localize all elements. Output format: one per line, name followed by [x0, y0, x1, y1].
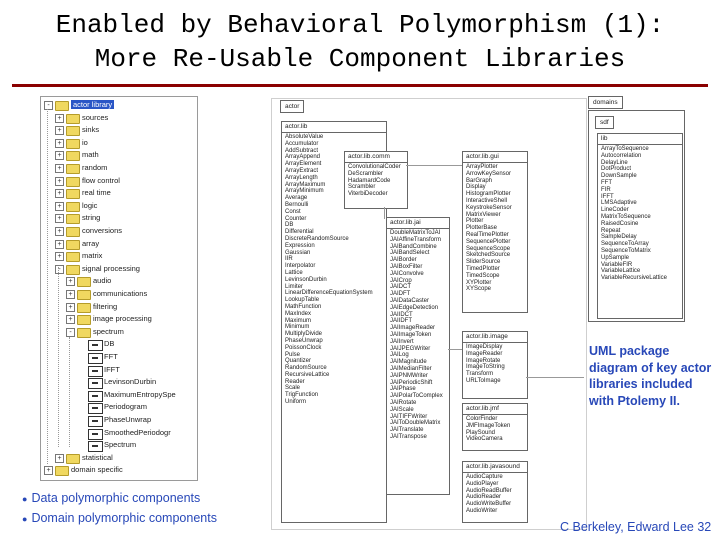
package-header: actor.lib.gui	[463, 152, 527, 163]
class-list	[345, 163, 407, 199]
class-name: RaisedCosine	[601, 220, 639, 227]
tree-item[interactable]	[82, 226, 122, 236]
tree-item-label: Spectrum	[104, 440, 137, 450]
class-name: SequenceToArray	[601, 241, 649, 248]
class-name: ViterbiDecoder	[348, 191, 388, 198]
class-name: PlaySound	[466, 429, 496, 436]
class-name: JAIBorder	[390, 257, 417, 264]
actor-icon	[88, 391, 103, 402]
tree-item-label: audio	[93, 276, 112, 286]
class-name: MultiplyDivide	[285, 331, 323, 338]
title-divider	[12, 84, 708, 87]
expand-toggle-icon[interactable]: +	[66, 315, 75, 324]
actor-library-tree[interactable]	[40, 96, 198, 481]
tree-guide-line	[58, 267, 59, 447]
class-name: IIR	[285, 256, 293, 263]
class-name: Gaussian	[285, 249, 311, 256]
class-name: LineCoder	[601, 207, 629, 214]
class-name: VideoCamera	[466, 436, 503, 443]
legend-item-data-polymorphic	[22, 491, 200, 505]
class-name: ImageToString	[466, 364, 505, 371]
package-tab-sdf: sdf	[595, 116, 614, 129]
tree-item[interactable]	[82, 113, 108, 123]
class-name: MatrixViewer	[466, 211, 501, 218]
folder-icon	[77, 290, 91, 300]
tree-item-label: SmoothedPeriodogr	[104, 427, 171, 437]
package-actor-lib-image	[462, 331, 528, 399]
class-name: Scale	[285, 385, 301, 392]
class-name: JAITIFFWriter	[390, 413, 428, 420]
expand-toggle-icon[interactable]: +	[55, 227, 64, 236]
class-name: ImageRotate	[466, 357, 501, 364]
tree-item-label: array	[82, 238, 100, 248]
class-name: ArrayExtract	[285, 167, 319, 174]
package-actor-lib-gui	[462, 151, 528, 313]
folder-icon	[66, 177, 80, 187]
actor-icon	[88, 416, 103, 427]
class-name: JAIScale	[390, 406, 414, 413]
expand-toggle-icon[interactable]: +	[55, 454, 64, 463]
expand-toggle-icon[interactable]: +	[55, 252, 64, 261]
class-name: JAIImageReader	[390, 325, 436, 332]
class-name: RecursiveLattice	[285, 371, 330, 378]
class-name: DotProduct	[601, 166, 632, 173]
class-name: JAILog	[390, 352, 409, 359]
slide-title	[0, 8, 720, 76]
class-name: SequenceToMatrix	[601, 247, 651, 254]
tree-item[interactable]	[82, 239, 99, 249]
tree-item[interactable]	[82, 176, 120, 186]
folder-icon	[77, 303, 91, 313]
class-name: JAITranslate	[390, 427, 424, 434]
tree-item[interactable]	[104, 365, 120, 375]
class-name: Differential	[285, 229, 314, 236]
tree-item[interactable]	[93, 314, 152, 324]
folder-icon	[66, 126, 80, 136]
tree-item[interactable]	[93, 276, 111, 286]
class-name: JAIConvolve	[390, 270, 424, 277]
expand-toggle-icon[interactable]: +	[66, 303, 75, 312]
bullet-icon: ●	[22, 493, 28, 504]
class-name: HadamardCode	[348, 177, 391, 184]
class-name: JAIRotate	[390, 399, 417, 406]
class-name: XYScope	[466, 286, 492, 293]
class-name: XYPlotter	[466, 279, 492, 286]
class-name: Transform	[466, 371, 494, 378]
class-name: RandomSource	[285, 365, 327, 372]
slide-title-line2: More Re-Usable Component Libraries	[94, 44, 626, 74]
tree-item[interactable]	[93, 327, 124, 337]
tree-item[interactable]	[104, 440, 136, 450]
expand-toggle-icon[interactable]: -	[66, 328, 75, 337]
tree-item[interactable]	[82, 125, 99, 135]
dependency-line	[448, 349, 462, 350]
folder-icon	[77, 315, 91, 325]
class-name: JAIIDCT	[390, 311, 413, 318]
tree-item-label: string	[82, 213, 101, 223]
class-name: Counter	[285, 215, 307, 222]
expand-toggle-icon[interactable]: +	[55, 114, 64, 123]
diagram-caption: UML package diagram of key actor libraries included with Ptolemy II.	[589, 344, 712, 408]
class-name: MathFunction	[285, 303, 322, 310]
expand-toggle-icon[interactable]: +	[55, 214, 64, 223]
actor-icon	[88, 378, 103, 389]
class-name: Limiter	[285, 283, 304, 290]
tree-item[interactable]	[82, 213, 100, 223]
folder-icon	[66, 189, 80, 199]
tree-item-label: logic	[82, 200, 98, 210]
class-name: SequencePlotter	[466, 238, 511, 245]
tree-item-label: filtering	[93, 301, 118, 311]
expand-toggle-icon[interactable]: +	[55, 177, 64, 186]
class-name: AudioPlayer	[466, 480, 499, 487]
expand-toggle-icon[interactable]: +	[44, 466, 53, 475]
tree-item[interactable]	[93, 302, 117, 312]
class-name: Average	[285, 195, 308, 202]
tree-item[interactable]	[82, 138, 88, 148]
class-name: JAIAffineTransform	[390, 236, 442, 243]
tree-item-label: communications	[93, 289, 148, 298]
class-name: PlotterBase	[466, 225, 498, 232]
class-name: LookupTable	[285, 297, 320, 304]
class-name: ArrayToSequence	[601, 146, 649, 152]
legend-item-domain-polymorphic	[22, 511, 217, 525]
class-list	[387, 229, 449, 442]
class-name: KeystrokeSensor	[466, 204, 512, 211]
class-name: Minimum	[285, 324, 310, 331]
tree-item-label: real time	[82, 188, 111, 198]
class-list	[598, 145, 682, 283]
class-list	[463, 343, 527, 386]
tree-item-label: matrix	[82, 251, 103, 261]
legend-label: Data polymorphic components	[31, 491, 201, 505]
tree-item[interactable]	[82, 188, 111, 198]
class-name: LMSAdaptive	[601, 200, 637, 207]
package-actor-lib-jai	[386, 217, 450, 495]
tree-item[interactable]	[104, 352, 118, 362]
class-name: ArrayMaximum	[285, 181, 326, 188]
expand-toggle-icon[interactable]: +	[66, 290, 75, 299]
folder-icon	[66, 139, 80, 149]
class-name: MatrixToSequence	[601, 213, 651, 220]
tree-item[interactable]	[104, 390, 176, 400]
class-name: TrigFunction	[285, 392, 319, 399]
class-name: ArrayElement	[285, 161, 322, 168]
class-name: JAIMedianFilter	[390, 365, 432, 372]
class-name: AddSubtract	[285, 147, 319, 154]
tree-item-label: DB	[104, 339, 115, 349]
class-name: AudioReader	[466, 494, 502, 501]
folder-icon	[55, 101, 69, 111]
class-name: JAIPhase	[390, 386, 416, 393]
folder-icon	[77, 328, 91, 338]
folder-icon	[66, 202, 80, 212]
package-domains	[588, 110, 685, 322]
class-name: JAIBoxFilter	[390, 263, 423, 270]
legend-label: Domain polymorphic components	[31, 511, 217, 525]
slide-title-line1: Enabled by Behavioral Polymorphism (1):	[55, 10, 665, 40]
tree-item-label: random	[82, 163, 108, 172]
class-name: Reader	[285, 378, 305, 385]
uml-package-diagram	[271, 98, 587, 530]
expand-toggle-icon[interactable]: +	[55, 164, 64, 173]
class-name: JAIJPEGWriter	[390, 345, 431, 352]
tree-item[interactable]	[82, 150, 99, 160]
class-name: JAICrop	[390, 277, 412, 284]
class-name: Lattice	[285, 269, 303, 276]
class-name: AudioWriter	[466, 507, 498, 514]
package-header: lib	[598, 134, 682, 145]
expand-toggle-icon[interactable]: +	[55, 202, 64, 211]
actor-icon	[88, 353, 103, 364]
class-name: PoissonClock	[285, 344, 322, 351]
class-name: JAIInvert	[390, 338, 414, 345]
class-name: HistogramPlotter	[466, 191, 511, 198]
class-name: IFFT	[601, 193, 614, 200]
class-name: Interpolator	[285, 263, 316, 270]
expand-toggle-icon[interactable]: -	[44, 101, 53, 110]
class-name: Quantizer	[285, 358, 312, 365]
class-name: Const	[285, 208, 301, 215]
class-name: Maximum	[285, 317, 312, 324]
class-name: PhaseUnwrap	[285, 337, 323, 344]
folder-icon	[77, 277, 91, 287]
class-name: BarGraph	[466, 177, 493, 184]
class-name: ArrowKeySensor	[466, 170, 512, 177]
class-name: AudioReadBuffer	[466, 487, 512, 494]
class-list	[463, 163, 527, 294]
package-header: actor.lib.comm	[345, 152, 407, 163]
class-name: SequenceScope	[466, 245, 511, 252]
package-header: actor.lib.javasound	[463, 462, 527, 473]
class-name: Scrambler	[348, 184, 376, 191]
tree-item-label: sources	[82, 112, 109, 122]
package-actor-lib-javasound	[462, 461, 528, 523]
class-name: SampleDelay	[601, 234, 637, 241]
tree-guide-line	[47, 109, 48, 464]
class-name: JAIBandCombine	[390, 243, 437, 250]
expand-toggle-icon[interactable]: -	[55, 265, 64, 274]
dependency-line	[384, 207, 385, 219]
tree-item-label: FFT	[104, 352, 118, 361]
actor-icon	[88, 441, 103, 452]
package-tab-domains: domains	[588, 96, 623, 109]
folder-icon	[66, 454, 80, 464]
package-header: actor.lib	[282, 122, 386, 133]
tree-item-label: math	[82, 150, 99, 160]
package-sdf-lib	[597, 133, 683, 319]
tree-item-label: actor library	[73, 100, 113, 109]
class-name: SliderSource	[466, 259, 501, 266]
class-name: JMFImageToken	[466, 422, 511, 429]
dependency-line	[406, 165, 462, 166]
class-name: Expression	[285, 242, 315, 249]
class-name: ArrayPlotter	[466, 164, 498, 170]
class-name: Autocorrelation	[601, 152, 642, 159]
folder-icon	[66, 240, 80, 250]
class-name: JAIToDoubleMatrix	[390, 420, 441, 427]
tree-item-label: Periodogram	[104, 402, 147, 412]
tree-item[interactable]	[104, 339, 114, 349]
class-name: TimedScope	[466, 272, 500, 279]
class-list	[463, 473, 527, 516]
tree-item-label: MaximumEntropySpe	[104, 389, 176, 399]
class-name: ArrayLength	[285, 174, 318, 181]
tree-item[interactable]	[71, 100, 114, 110]
class-name: LevinsonDurbin	[285, 276, 327, 283]
tree-item[interactable]	[82, 163, 107, 173]
folder-icon	[66, 114, 80, 124]
class-name: JAITranspose	[390, 433, 427, 440]
tree-item[interactable]	[104, 402, 147, 412]
actor-icon	[88, 429, 103, 440]
tree-guide-line	[69, 337, 70, 447]
class-name: ArrayMinimum	[285, 188, 324, 195]
tree-item[interactable]	[82, 264, 140, 274]
tree-item[interactable]	[104, 428, 171, 438]
tree-item-label: statistical	[82, 452, 113, 462]
class-name: ImageReader	[466, 350, 503, 357]
class-name: MaxIndex	[285, 310, 312, 317]
tree-item-label: image processing	[93, 314, 152, 324]
expand-toggle-icon[interactable]: +	[55, 126, 64, 135]
package-actor-lib-comm	[344, 151, 408, 209]
class-name: Uniform	[285, 399, 307, 406]
class-name: ConvolutionalCoder	[348, 164, 401, 170]
class-name: Accumulator	[285, 140, 319, 147]
class-name: JAIDCT	[390, 284, 411, 291]
expand-toggle-icon[interactable]: +	[55, 139, 64, 148]
package-tab-actor: actor	[280, 100, 304, 113]
tree-item-label: sinks	[82, 125, 100, 135]
folder-icon	[66, 227, 80, 237]
class-name: VariableFIR	[601, 261, 633, 268]
tree-item[interactable]	[71, 465, 123, 475]
class-name: DiscreteRandomSource	[285, 235, 349, 242]
expand-toggle-icon[interactable]: +	[55, 151, 64, 160]
class-name: ArrayAppend	[285, 154, 321, 161]
class-name: InteractiveShell	[466, 197, 508, 204]
class-name: Display	[466, 184, 486, 191]
tree-item-label: spectrum	[93, 326, 124, 336]
class-name: JAIIDFT	[390, 318, 412, 325]
class-name: AbsoluteValue	[285, 134, 324, 140]
class-name: VariableLattice	[601, 268, 641, 275]
expand-toggle-icon[interactable]: +	[66, 277, 75, 286]
class-name: JAIDataCaster	[390, 297, 430, 304]
folder-icon	[66, 164, 80, 174]
tree-item-label: signal processing	[82, 263, 140, 273]
folder-icon	[66, 252, 80, 262]
tree-item-label: io	[82, 137, 88, 147]
class-name: JAIEdgeDetection	[390, 304, 439, 311]
class-name: Pulse	[285, 351, 301, 358]
class-name: VariableRecursiveLattice	[601, 275, 667, 282]
slide-footer: C Berkeley, Edward Lee 32	[560, 520, 712, 534]
tree-item-label: conversions	[82, 226, 123, 235]
dependency-line	[526, 377, 584, 378]
folder-icon	[66, 214, 80, 224]
package-header: actor.lib.jai	[387, 218, 449, 229]
class-list	[463, 415, 527, 444]
package-header: actor.lib.image	[463, 332, 527, 343]
class-name: Plotter	[466, 218, 484, 225]
class-name: SketchedSource	[466, 252, 511, 259]
class-name: Repeat	[601, 227, 621, 234]
class-name: JAIBandSelect	[390, 250, 430, 257]
class-name: DeScrambler	[348, 170, 384, 177]
class-name: JAIPolarToComplex	[390, 393, 443, 400]
class-name: AudioWriteBuffer	[466, 501, 512, 508]
class-name: ImageDisplay	[466, 344, 503, 350]
expand-toggle-icon[interactable]: +	[55, 240, 64, 249]
class-name: DownSample	[601, 173, 637, 180]
tree-item[interactable]	[82, 201, 97, 211]
class-name: UpSample	[601, 254, 630, 261]
class-name: JAIPNMWriter	[390, 372, 428, 379]
tree-item[interactable]	[93, 289, 147, 299]
expand-toggle-icon[interactable]: +	[55, 189, 64, 198]
class-name: JAIPeriodicShift	[390, 379, 433, 386]
bullet-icon: ●	[22, 513, 28, 524]
actor-icon	[88, 340, 103, 351]
tree-item-label: IFFT	[104, 364, 120, 374]
class-name: TimedPlotter	[466, 265, 500, 272]
class-name: FIR	[601, 186, 611, 193]
tree-item-label: domain specific	[71, 465, 123, 475]
tree-item-label: flow control	[82, 175, 120, 185]
class-name: Bernoulli	[285, 201, 309, 208]
class-name: JAIDFT	[390, 291, 411, 298]
class-name: DoubleMatrixToJAI	[390, 230, 441, 236]
class-name: JAIMagnitude	[390, 359, 427, 366]
class-name: ColorFinder	[466, 416, 498, 422]
folder-icon	[66, 265, 80, 275]
tree-item-label: PhaseUnwrap	[104, 415, 152, 424]
actor-icon	[88, 403, 103, 414]
tree-item[interactable]	[104, 415, 151, 425]
actor-icon	[88, 366, 103, 377]
package-actor-lib-jmf	[462, 403, 528, 451]
class-name: AudioCapture	[466, 474, 503, 480]
package-header: actor.lib.jmf	[463, 404, 527, 415]
class-name: LinearDifferenceEquationSystem	[285, 290, 373, 297]
tree-item[interactable]	[104, 377, 156, 387]
class-name: FFT	[601, 179, 612, 186]
folder-icon	[55, 466, 69, 476]
class-name: RealTimePlotter	[466, 231, 509, 238]
class-name: URLToImage	[466, 377, 501, 384]
class-name: JAIImageToken	[390, 331, 432, 338]
tree-item[interactable]	[82, 453, 113, 463]
class-name: DB	[285, 222, 294, 229]
class-name: DelayLine	[601, 159, 628, 166]
folder-icon	[66, 151, 80, 161]
tree-item-label: LevinsonDurbin	[104, 377, 157, 387]
tree-item[interactable]	[82, 251, 102, 261]
